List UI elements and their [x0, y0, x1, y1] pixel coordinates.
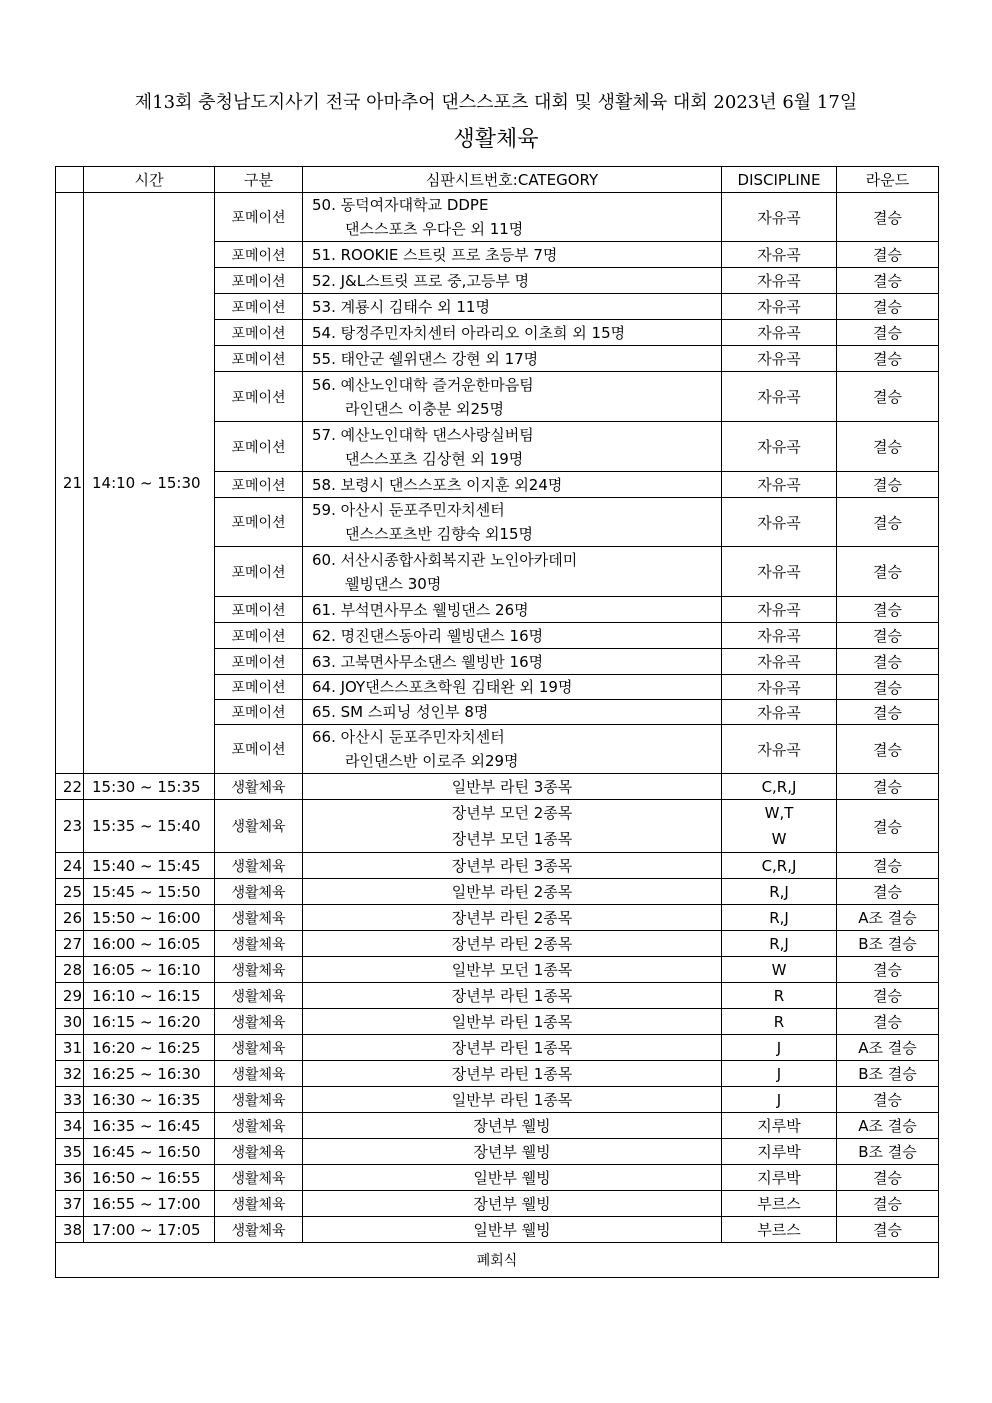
category-type: 포메이션 — [215, 597, 303, 623]
discipline: 자유곡 — [722, 675, 837, 700]
discipline: 지루박 — [722, 1139, 837, 1165]
round: 결승 — [837, 725, 939, 774]
round: A조 결승 — [837, 1113, 939, 1139]
discipline: 자유곡 — [722, 700, 837, 725]
category-line: 라인댄스반 이로주 외29명 — [345, 752, 519, 770]
header-category: 심판시트번호:CATEGORY — [303, 167, 722, 193]
table-row — [56, 1113, 939, 1139]
footer-row — [56, 1243, 939, 1278]
table-row — [56, 774, 939, 800]
row-number: 32 — [56, 1061, 84, 1087]
category-cell — [303, 268, 722, 294]
category-cell — [303, 700, 722, 725]
time-slot: 16:20 ~ 16:25 — [84, 1035, 215, 1061]
category-line: 댄스스포츠 김상현 외 19명 — [345, 449, 524, 468]
category-line: 50. 동덕여자대학교 DDPE — [312, 196, 489, 214]
row-number: 37 — [56, 1191, 84, 1217]
category-cell: 일반부 웰빙 — [303, 1217, 722, 1243]
category-type: 포메이션 — [215, 320, 303, 346]
category-line: 53. 계룡시 김태수 외 11명 — [312, 297, 490, 316]
category-type: 생활체육 — [215, 853, 303, 879]
category-line: 66. 아산시 둔포주민자치센터 — [312, 728, 505, 746]
round: 결승 — [837, 193, 939, 242]
round: 결승 — [837, 800, 939, 853]
row-number: 24 — [56, 853, 84, 879]
category-cell: 장년부 라틴 1종목 — [303, 1035, 722, 1061]
category-cell: 장년부 웰빙 — [303, 1113, 722, 1139]
category-type: 포메이션 — [215, 649, 303, 675]
discipline: 자유곡 — [722, 193, 837, 242]
time-slot: 16:30 ~ 16:35 — [84, 1087, 215, 1113]
table-row — [56, 1009, 939, 1035]
discipline: 자유곡 — [722, 294, 837, 320]
discipline: C,R,J — [722, 853, 837, 879]
time-slot: 16:00 ~ 16:05 — [84, 931, 215, 957]
category-cell — [303, 422, 722, 472]
round: 결승 — [837, 472, 939, 498]
discipline: R,J — [722, 905, 837, 931]
table-row — [56, 1217, 939, 1243]
category-cell — [303, 193, 722, 242]
category-cell: 장년부 라틴 1종목 — [303, 1061, 722, 1087]
round: 결승 — [837, 649, 939, 675]
category-type: 포메이션 — [215, 498, 303, 547]
category-cell — [303, 649, 722, 675]
category-line: 댄스스포츠 우다은 외 11명 — [345, 220, 524, 238]
row-number: 28 — [56, 957, 84, 983]
discipline: 지루박 — [722, 1113, 837, 1139]
category-line: 60. 서산시종합사회복지관 노인아카데미 — [312, 550, 578, 569]
category-type: 포메이션 — [215, 193, 303, 242]
category-type: 생활체육 — [215, 1217, 303, 1243]
category-line: 57. 예산노인대학 댄스사랑실버팀 — [312, 425, 534, 444]
category-type: 포메이션 — [215, 725, 303, 774]
category-cell — [303, 623, 722, 649]
discipline-line: W — [771, 830, 787, 848]
category-type: 포메이션 — [215, 623, 303, 649]
header-discipline: DISCIPLINE — [722, 167, 837, 193]
category-line: 52. J&L스트릿 프로 중,고등부 명 — [312, 271, 530, 290]
discipline: 자유곡 — [722, 623, 837, 649]
category-type: 생활체육 — [215, 1035, 303, 1061]
round: 결승 — [837, 1165, 939, 1191]
category-cell — [303, 675, 722, 700]
time-slot: 16:45 ~ 16:50 — [84, 1139, 215, 1165]
round: 결승 — [837, 957, 939, 983]
header-num — [56, 167, 84, 193]
category-type: 포메이션 — [215, 346, 303, 372]
round: 결승 — [837, 623, 939, 649]
round: 결승 — [837, 597, 939, 623]
discipline: 자유곡 — [722, 268, 837, 294]
discipline: W — [722, 957, 837, 983]
discipline: 부르스 — [722, 1217, 837, 1243]
row-number: 34 — [56, 1113, 84, 1139]
category-cell — [303, 547, 722, 597]
header-row — [56, 167, 939, 193]
time-slot: 16:50 ~ 16:55 — [84, 1165, 215, 1191]
round: 결승 — [837, 879, 939, 905]
time-slot: 15:30 ~ 15:35 — [84, 774, 215, 800]
round: A조 결승 — [837, 905, 939, 931]
category-type: 포메이션 — [215, 422, 303, 472]
round: B조 결승 — [837, 1139, 939, 1165]
category-type: 생활체육 — [215, 800, 303, 853]
time-slot: 16:15 ~ 16:20 — [84, 1009, 215, 1035]
time-slot: 16:25 ~ 16:30 — [84, 1061, 215, 1087]
discipline: 자유곡 — [722, 422, 837, 472]
table-row — [56, 193, 939, 242]
time-slot: 15:45 ~ 15:50 — [84, 879, 215, 905]
round: B조 결승 — [837, 1061, 939, 1087]
round: 결승 — [837, 1191, 939, 1217]
category-cell — [303, 320, 722, 346]
discipline: J — [722, 1087, 837, 1113]
category-line: 58. 보령시 댄스스포츠 이지훈 외24명 — [312, 475, 563, 494]
category-type: 포메이션 — [215, 372, 303, 422]
category-line: 63. 고북면사무소댄스 웰빙반 16명 — [312, 652, 544, 671]
table-row — [56, 1139, 939, 1165]
header-gubun: 구분 — [215, 167, 303, 193]
document-subtitle: 생활체육 — [453, 127, 539, 152]
category-type: 생활체육 — [215, 957, 303, 983]
row-number: 31 — [56, 1035, 84, 1061]
round: 결승 — [837, 774, 939, 800]
round: 결승 — [837, 547, 939, 597]
table-row — [56, 1191, 939, 1217]
category-line: 웰빙댄스 30명 — [345, 574, 442, 593]
category-type: 생활체육 — [215, 1113, 303, 1139]
time-slot: 17:00 ~ 17:05 — [84, 1217, 215, 1243]
table-row — [56, 879, 939, 905]
time-slot: 16:35 ~ 16:45 — [84, 1113, 215, 1139]
table-row — [56, 905, 939, 931]
category-type: 생활체육 — [215, 1139, 303, 1165]
category-type: 생활체육 — [215, 931, 303, 957]
round: 결승 — [837, 346, 939, 372]
time-slot: 14:10 ~ 15:30 — [84, 193, 215, 774]
category-cell — [303, 472, 722, 498]
category-cell: 일반부 라틴 3종목 — [303, 774, 722, 800]
category-type: 포메이션 — [215, 547, 303, 597]
category-line: 장년부 모던 1종목 — [451, 830, 573, 848]
table-row — [56, 1061, 939, 1087]
round: 결승 — [837, 1217, 939, 1243]
discipline: R,J — [722, 879, 837, 905]
header-round: 라운드 — [837, 167, 939, 193]
time-slot: 15:35 ~ 15:40 — [84, 800, 215, 853]
category-line: 51. ROOKIE 스트릿 프로 초등부 7명 — [312, 245, 558, 264]
table-row — [56, 1087, 939, 1113]
round: 결승 — [837, 320, 939, 346]
category-type: 포메이션 — [215, 700, 303, 725]
category-type: 생활체육 — [215, 1165, 303, 1191]
category-cell: 일반부 라틴 1종목 — [303, 1087, 722, 1113]
round: 결승 — [837, 853, 939, 879]
header-time: 시간 — [84, 167, 215, 193]
row-number: 35 — [56, 1139, 84, 1165]
category-type: 생활체육 — [215, 879, 303, 905]
category-line: 65. SM 스피닝 성인부 8명 — [312, 703, 489, 721]
round: 결승 — [837, 498, 939, 547]
category-type: 생활체육 — [215, 1191, 303, 1217]
category-cell: 장년부 라틴 2종목 — [303, 905, 722, 931]
category-type: 생활체육 — [215, 774, 303, 800]
table-body — [56, 193, 939, 1278]
category-line: 62. 명진댄스동아리 웰빙댄스 16명 — [312, 626, 544, 645]
discipline: J — [722, 1061, 837, 1087]
category-type: 포메이션 — [215, 242, 303, 268]
category-cell: 일반부 웰빙 — [303, 1165, 722, 1191]
category-line: 61. 부석면사무소 웰빙댄스 26명 — [312, 600, 529, 619]
category-cell — [303, 800, 722, 853]
table-row — [56, 957, 939, 983]
row-number: 23 — [56, 800, 84, 853]
discipline: 자유곡 — [722, 597, 837, 623]
category-cell: 장년부 라틴 2종목 — [303, 931, 722, 957]
discipline — [722, 800, 837, 853]
row-number: 27 — [56, 931, 84, 957]
table-row — [56, 931, 939, 957]
document-title: 제13회 충청남도지사기 전국 아마추어 댄스스포츠 대회 및 생활체육 대회 2023년 6월 17일 — [134, 92, 858, 113]
row-number: 30 — [56, 1009, 84, 1035]
category-cell — [303, 725, 722, 774]
discipline: 자유곡 — [722, 320, 837, 346]
category-type: 생활체육 — [215, 1061, 303, 1087]
row-number: 26 — [56, 905, 84, 931]
round: 결승 — [837, 983, 939, 1009]
discipline: 자유곡 — [722, 242, 837, 268]
round: 결승 — [837, 700, 939, 725]
row-number: 25 — [56, 879, 84, 905]
row-number: 33 — [56, 1087, 84, 1113]
category-type: 생활체육 — [215, 905, 303, 931]
category-line: 59. 아산시 둔포주민자치센터 — [312, 501, 505, 519]
category-cell — [303, 242, 722, 268]
category-type: 생활체육 — [215, 1087, 303, 1113]
discipline: 자유곡 — [722, 472, 837, 498]
schedule-table — [55, 166, 939, 1278]
category-type: 포메이션 — [215, 472, 303, 498]
row-number: 36 — [56, 1165, 84, 1191]
time-slot: 15:50 ~ 16:00 — [84, 905, 215, 931]
category-line: 55. 태안군 쉘위댄스 강현 외 17명 — [312, 349, 539, 368]
category-cell — [303, 498, 722, 547]
category-line: 54. 탕정주민자치센터 아라리오 이초희 외 15명 — [312, 323, 626, 342]
discipline: 자유곡 — [722, 649, 837, 675]
table-row — [56, 983, 939, 1009]
discipline: 부르스 — [722, 1191, 837, 1217]
category-cell: 일반부 라틴 2종목 — [303, 879, 722, 905]
category-cell: 장년부 웰빙 — [303, 1191, 722, 1217]
row-number: 29 — [56, 983, 84, 1009]
category-cell — [303, 372, 722, 422]
discipline: J — [722, 1035, 837, 1061]
table-row — [56, 1165, 939, 1191]
category-cell: 장년부 라틴 3종목 — [303, 853, 722, 879]
category-type: 포메이션 — [215, 675, 303, 700]
category-cell — [303, 346, 722, 372]
category-cell: 일반부 모던 1종목 — [303, 957, 722, 983]
round: 결승 — [837, 422, 939, 472]
discipline: 지루박 — [722, 1165, 837, 1191]
round: 결승 — [837, 1087, 939, 1113]
discipline: R,J — [722, 931, 837, 957]
round: B조 결승 — [837, 931, 939, 957]
row-number: 38 — [56, 1217, 84, 1243]
category-line: 라인댄스 이충분 외25명 — [345, 399, 505, 418]
discipline: R — [722, 1009, 837, 1035]
table-row — [56, 1035, 939, 1061]
table-row — [56, 853, 939, 879]
table-row — [56, 800, 939, 853]
round: 결승 — [837, 242, 939, 268]
category-type: 포메이션 — [215, 268, 303, 294]
round: 결승 — [837, 675, 939, 700]
category-type: 생활체육 — [215, 983, 303, 1009]
row-number: 21 — [56, 193, 84, 774]
discipline: 자유곡 — [722, 372, 837, 422]
category-type: 포메이션 — [215, 294, 303, 320]
category-line: 64. JOY댄스스포츠학원 김태완 외 19명 — [312, 678, 573, 696]
round: 결승 — [837, 372, 939, 422]
discipline: 자유곡 — [722, 346, 837, 372]
discipline: 자유곡 — [722, 725, 837, 774]
category-type: 생활체육 — [215, 1009, 303, 1035]
discipline-line: W,T — [764, 804, 794, 822]
round: 결승 — [837, 294, 939, 320]
time-slot: 16:55 ~ 17:00 — [84, 1191, 215, 1217]
time-slot: 15:40 ~ 15:45 — [84, 853, 215, 879]
discipline: 자유곡 — [722, 498, 837, 547]
time-slot: 16:05 ~ 16:10 — [84, 957, 215, 983]
round: 결승 — [837, 1009, 939, 1035]
closing-ceremony: 폐회식 — [56, 1243, 939, 1278]
category-line: 56. 예산노인대학 즐거운한마음팀 — [312, 375, 534, 394]
round: 결승 — [837, 268, 939, 294]
category-cell: 일반부 라틴 1종목 — [303, 1009, 722, 1035]
category-cell: 장년부 라틴 1종목 — [303, 983, 722, 1009]
category-cell: 장년부 웰빙 — [303, 1139, 722, 1165]
category-cell — [303, 294, 722, 320]
discipline: C,R,J — [722, 774, 837, 800]
category-line: 댄스스포츠반 김향숙 외15명 — [345, 525, 534, 543]
round: A조 결승 — [837, 1035, 939, 1061]
category-line: 장년부 모던 2종목 — [451, 804, 573, 822]
category-cell — [303, 597, 722, 623]
time-slot: 16:10 ~ 16:15 — [84, 983, 215, 1009]
discipline: 자유곡 — [722, 547, 837, 597]
discipline: R — [722, 983, 837, 1009]
row-number: 22 — [56, 774, 84, 800]
